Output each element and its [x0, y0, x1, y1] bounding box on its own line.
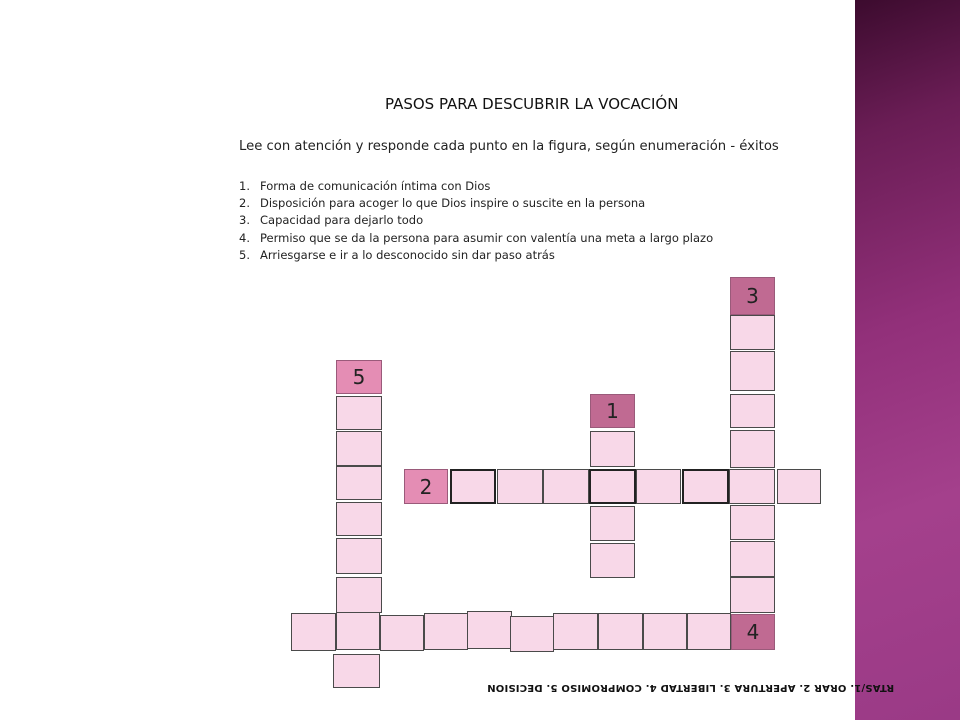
crossword-cell[interactable]	[336, 396, 382, 430]
clue-item: 3. Capacidad para dejarlo todo	[239, 213, 424, 228]
clue-list	[239, 178, 713, 264]
crossword-cell[interactable]	[589, 469, 636, 504]
crossword-cell[interactable]	[636, 469, 681, 504]
crossword-cell[interactable]	[730, 351, 775, 391]
crossword-cell[interactable]	[643, 613, 687, 650]
crossword-cell[interactable]	[598, 613, 643, 650]
crossword-cell[interactable]	[497, 469, 543, 504]
crossword-cell[interactable]	[510, 616, 554, 652]
page-title: PASOS PARA DESCUBRIR LA VOCACIÓN	[385, 95, 679, 113]
crossword-cell[interactable]	[730, 541, 775, 577]
clue-number-3: 3	[730, 277, 775, 315]
instructions: Lee con atención y responde cada punto en la figura, según enumeración - éxitos	[239, 139, 779, 154]
clue-number-4: 4	[731, 614, 775, 650]
crossword-cell[interactable]	[730, 315, 775, 350]
crossword-cell[interactable]	[590, 506, 635, 541]
crossword-cell[interactable]	[336, 502, 382, 536]
crossword-cell[interactable]	[336, 431, 382, 466]
crossword-cell[interactable]	[730, 394, 775, 428]
clue-item: 1. Forma de comunicación íntima con Dios	[239, 179, 491, 193]
clue-item: 4. Permiso que se da la persona para asumir con valentía una meta a largo plazo	[239, 230, 714, 245]
crossword-cell[interactable]	[682, 469, 729, 504]
crossword-cell[interactable]	[777, 469, 821, 504]
crossword-cell[interactable]	[450, 469, 496, 504]
clue-number-2: 2	[404, 469, 448, 504]
crossword-cell[interactable]	[729, 469, 775, 504]
decorative-side-band	[855, 0, 960, 720]
clue-number-1: 1	[590, 394, 635, 428]
crossword-cell[interactable]	[590, 543, 635, 578]
crossword-cell[interactable]	[730, 577, 775, 613]
crossword-cell[interactable]	[553, 613, 598, 650]
crossword-cell[interactable]	[291, 613, 336, 651]
crossword-cell[interactable]	[467, 611, 512, 649]
clue-item: 2. Disposición para acoger lo que Dios inspire o suscite en la persona	[239, 196, 646, 211]
crossword-cell[interactable]	[336, 612, 380, 650]
crossword-cell[interactable]	[336, 466, 382, 500]
crossword-cell[interactable]	[543, 469, 589, 504]
crossword-cell[interactable]	[424, 613, 468, 650]
crossword-cell[interactable]	[333, 654, 380, 688]
clue-item: 5. Arriesgarse e ir a lo desconocido sin dar paso atrás	[239, 247, 555, 262]
crossword-cell[interactable]	[380, 615, 424, 651]
crossword-cell[interactable]	[687, 613, 731, 650]
crossword-cell[interactable]	[590, 431, 635, 467]
crossword-cell[interactable]	[730, 505, 775, 540]
crossword-cell[interactable]	[730, 430, 775, 468]
crossword-cell[interactable]	[336, 538, 382, 574]
crossword-cell[interactable]	[336, 577, 382, 613]
answer-key-upside-down: RTAS/1. ORAR 2. APERTURA 3. LIBERTAD 4. COMPROMISO 5. DECISION	[487, 682, 895, 693]
clue-number-5: 5	[336, 360, 382, 394]
